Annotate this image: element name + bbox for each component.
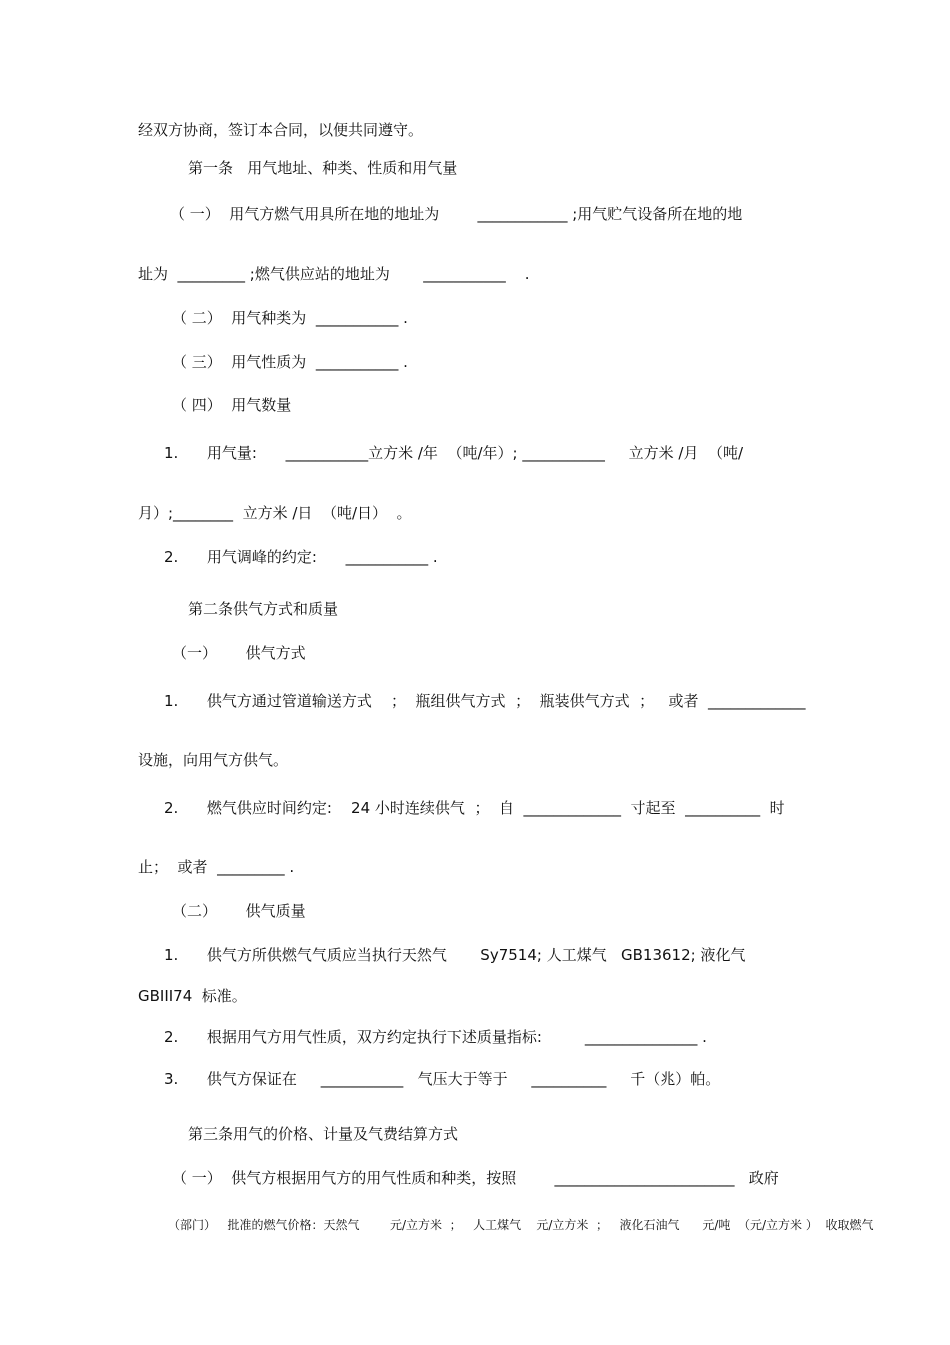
item-2-2-1-line-1: 1. 供气方所供燃气气质应当执行天然气 Sy7514; 人工煤气 GB13612; 液化气 (164, 946, 746, 964)
item-2-1-1-line-2: 设施，向用气方供气。 (138, 751, 289, 769)
clause-1-1-line-2: 址为 _________ ;燃气供应站的地址为 ___________ . (138, 265, 530, 283)
item-2-2-2: 2. 根据用气方用气性质，双方约定执行下述质量指标: _______________ . (164, 1028, 707, 1046)
item-2-1-1-line-1: 1. 供气方通过管道输送方式 ； 瓶组供气方式 ； 瓶装供气方式 ； 或者 _____________ (164, 692, 806, 710)
clause-3-1-line-1: （ 一） 供气方根据用气方的用气性质和种类，按照 ________________________ 政府 (172, 1169, 779, 1187)
clause-1-2: （ 二） 用气种类为 ___________ . (172, 309, 408, 327)
clause-1-3: （ 三） 用气性质为 ___________ . (172, 353, 408, 371)
item-2-1-2-line-1: 2. 燃气供应时间约定: 24 小时连续供气 ； 自 _____________ 寸起至 __________ 时 (164, 799, 785, 817)
item-2-2-3: 3. 供气方保证在 ___________ 气压大于等于 __________ 千（兆）帕。 (164, 1070, 721, 1088)
item-2-2-1-line-2: GBIII74 标准。 (138, 987, 247, 1005)
item-1-4-1-line-1: 1. 用气量: ___________立方米 /年 （吨/年）; ___________ 立方米 /月 （吨/ (164, 444, 744, 462)
article-3-heading: 第三条用气的价格、计量及气费结算方式 (188, 1125, 459, 1143)
clause-2-2: （二） 供气质量 (172, 902, 306, 920)
article-1-heading: 第一条 用气地址、种类、性质和用气量 (188, 159, 458, 177)
article-2-heading: 第二条供气方式和质量 (188, 600, 339, 618)
intro-line: 经双方协商，签订本合同，以便共同遵守。 (138, 121, 424, 139)
clause-1-4: （ 四） 用气数量 (172, 396, 292, 414)
item-1-4-2: 2. 用气调峰的约定: ___________ . (164, 548, 438, 566)
item-2-1-2-line-2: 止； 或者 _________ . (138, 858, 295, 876)
clause-3-1-line-2: （部门） 批准的燃气价格：天然气 元/立方米 ； 人工煤气 元/立方米 ； 液化石油气 元/吨 （元/立方米 ） 收取燃气 (168, 1218, 874, 1232)
item-1-4-1-line-2: 月）;________ 立方米 /日 （吨/日） 。 (138, 504, 412, 522)
clause-1-1-line-1: （ 一） 用气方燃气用具所在地的地址为 ____________ ;用气贮气设备所在地的地 (170, 205, 743, 223)
clause-2-1: （一） 供气方式 (172, 644, 306, 662)
